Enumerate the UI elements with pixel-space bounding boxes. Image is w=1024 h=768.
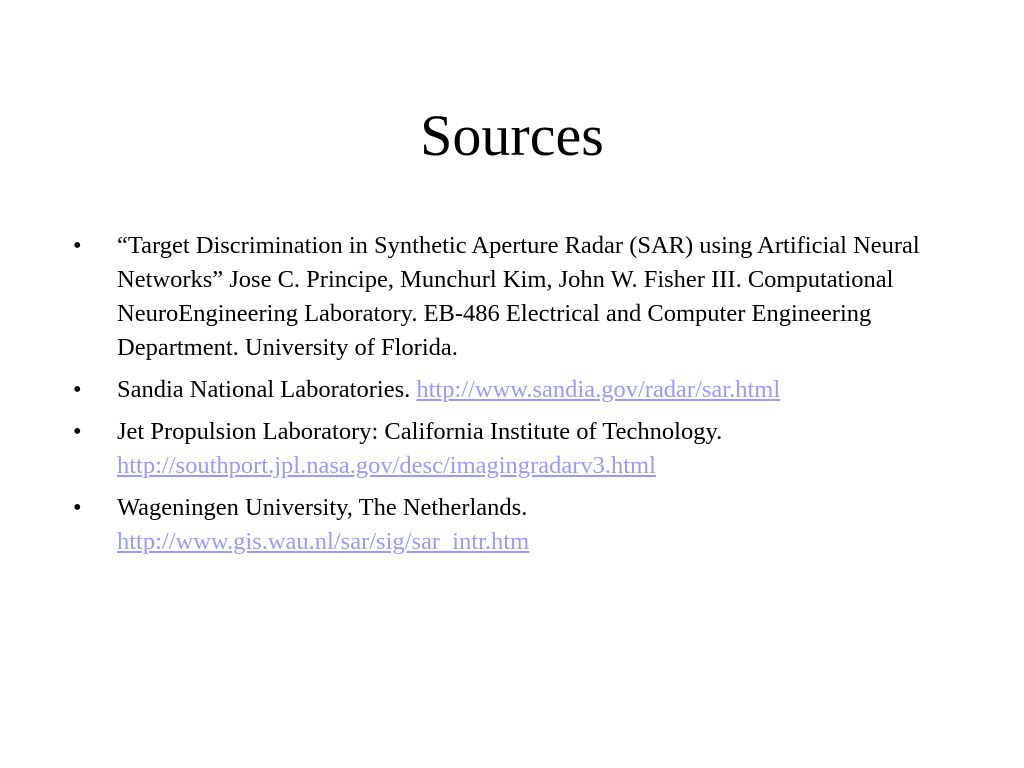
bullet-icon: •	[73, 418, 82, 445]
source-item-1	[73, 229, 953, 365]
source-text: “Target Discrimination in Synthetic Aperture Radar (SAR) using Artificial Neural Networks” Jose C. Principe, Munchurl Kim, John W. Fisher III. Computational NeuroEngineering Laboratory. EB-486 Electrical and Computer Engineering Department. University of Florida.	[117, 232, 920, 361]
source-item-4	[73, 491, 953, 559]
source-item-3	[73, 415, 953, 483]
wageningen-link[interactable]: http://www.gis.wau.nl/sar/sig/sar_intr.htm	[117, 528, 530, 555]
sources-list	[73, 229, 953, 567]
bullet-icon: •	[73, 376, 82, 403]
jpl-link[interactable]: http://southport.jpl.nasa.gov/desc/imagingradarv3.html	[117, 452, 656, 479]
bullet-icon: •	[73, 494, 82, 521]
source-text: Jet Propulsion Laboratory: California Institute of Technology.	[117, 418, 723, 445]
sandia-link[interactable]: http://www.sandia.gov/radar/sar.html	[416, 376, 781, 403]
source-item-2	[73, 373, 953, 407]
bullet-icon: •	[73, 232, 82, 259]
slide-title: Sources	[420, 103, 604, 168]
source-text: Wageningen University, The Netherlands.	[117, 494, 528, 521]
source-text: Sandia National Laboratories.	[117, 376, 417, 403]
